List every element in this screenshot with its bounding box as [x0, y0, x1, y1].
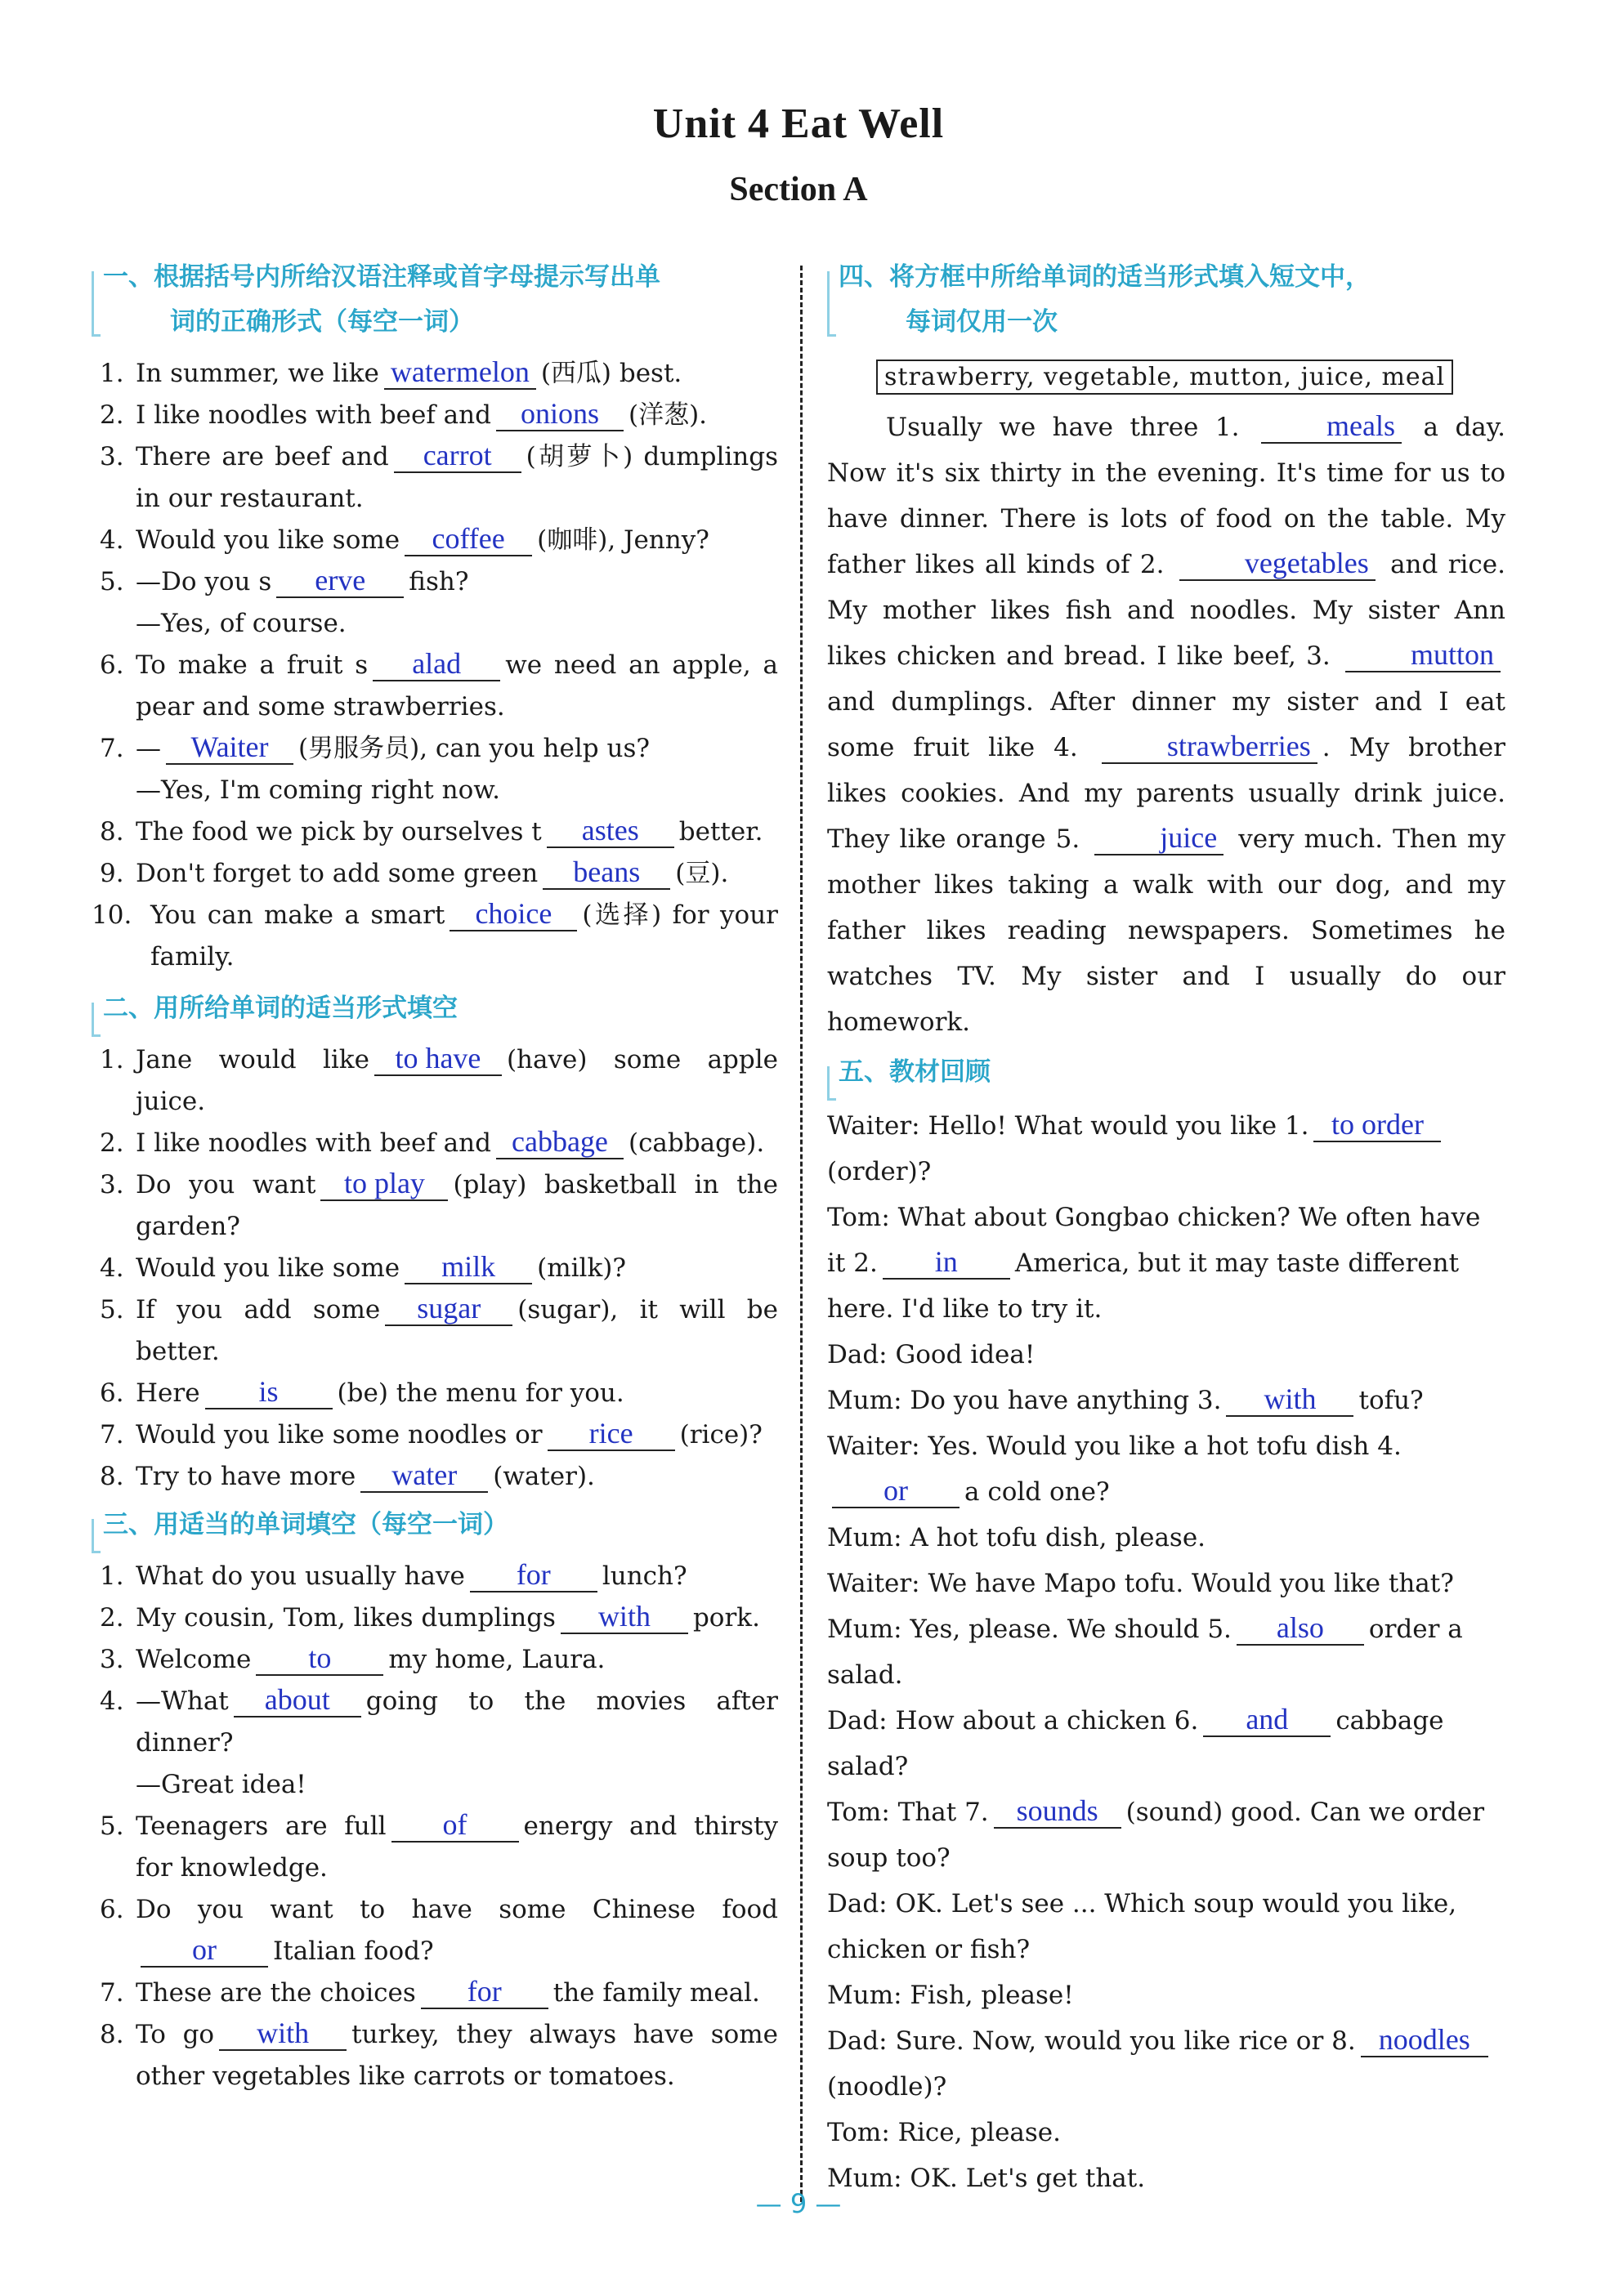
- question-text: Here: [136, 1378, 200, 1408]
- section-3-list: [92, 1556, 778, 2097]
- answer-blank[interactable]: sounds: [994, 1794, 1121, 1829]
- speaker-label: Waiter:: [827, 1569, 920, 1598]
- answer-blank[interactable]: also: [1237, 1611, 1364, 1646]
- question-text: (play) basketball in the garden?: [136, 1170, 778, 1241]
- dialogue-text: tofu?: [1358, 1386, 1424, 1415]
- dialogue-text: Yes, please. We should 5.: [910, 1615, 1232, 1644]
- section-4-heading: [827, 255, 1505, 345]
- question-item: [92, 811, 778, 853]
- answer-blank[interactable]: noodles: [1361, 2023, 1488, 2057]
- dialogue-line: [827, 1378, 1505, 1423]
- passage: [827, 404, 1505, 1045]
- dialogue-line: [827, 1103, 1505, 1195]
- answer-blank[interactable]: and: [1203, 1703, 1331, 1737]
- question-text: (选择) for your family.: [150, 900, 778, 972]
- question-text: (豆).: [675, 859, 729, 888]
- section-3-heading: 三、用适当的单词填空（每空一词）: [92, 1503, 778, 1548]
- question-text: Italian food?: [273, 1936, 434, 1966]
- dialogue-line: [827, 1195, 1505, 1332]
- answer-blank[interactable]: is: [205, 1375, 333, 1409]
- dialogue-text: Rice, please.: [897, 2118, 1062, 2147]
- question-reply: —Yes, of course.: [136, 609, 347, 638]
- question-text: (cabbage).: [628, 1128, 765, 1158]
- question-item: [92, 1123, 778, 1164]
- answer-blank[interactable]: coffee: [405, 522, 532, 556]
- question-text: going to the movies after dinner?: [136, 1686, 778, 1758]
- answer-blank[interactable]: to play: [320, 1167, 448, 1201]
- answer-blank[interactable]: juice: [1094, 821, 1223, 855]
- dialogue-line: [827, 2110, 1505, 2155]
- speaker-label: Mum:: [827, 1523, 902, 1552]
- section-1-heading-line1: 一、根据括号内所给汉语注释或首字母提示写出单: [103, 262, 660, 292]
- page-title: Unit 4 Eat Well: [652, 101, 945, 147]
- dialogue-text: Sure. Now, would you like rice or 8.: [895, 2026, 1356, 2056]
- answer-blank[interactable]: with: [1226, 1383, 1353, 1417]
- question-text: You can make a smart: [150, 900, 445, 930]
- question-number: 3.: [100, 442, 124, 471]
- dialogue-text: OK. Let's see ... Which soup would you like, chicken or fish?: [827, 1889, 1457, 1964]
- question-number: 8.: [100, 2020, 124, 2049]
- dialogue-text: A hot tofu dish, please.: [910, 1523, 1206, 1552]
- question-reply: —Great idea!: [136, 1770, 306, 1799]
- answer-blank[interactable]: with: [561, 1600, 688, 1634]
- right-column: [827, 253, 1505, 2201]
- question-number: 7.: [100, 1978, 124, 2008]
- answer-blank[interactable]: onions: [496, 397, 624, 431]
- section-4-heading-line2: 每词仅用一次: [906, 307, 1058, 337]
- question-text: (sugar), it will be better.: [136, 1295, 778, 1366]
- dialogue-line: [827, 1515, 1505, 1561]
- question-text: Try to have more: [136, 1462, 356, 1491]
- question-item: [92, 1806, 778, 1889]
- answer-blank[interactable]: with: [219, 2017, 347, 2051]
- left-column: [92, 253, 778, 2097]
- question-item: [92, 436, 778, 520]
- question-number: 7.: [100, 1420, 124, 1450]
- dialogue-line: [827, 1423, 1505, 1515]
- question-item: [92, 1556, 778, 1597]
- question-item: [92, 520, 778, 561]
- speaker-label: Tom:: [827, 1203, 890, 1232]
- answer-blank[interactable]: of: [391, 1808, 519, 1843]
- question-text: Welcome: [136, 1645, 252, 1674]
- section-subtitle: Section A: [729, 171, 868, 208]
- question-text: The food we pick by ourselves t: [136, 817, 542, 846]
- answer-blank[interactable]: watermelon: [384, 355, 536, 390]
- section-1-list: [92, 353, 778, 978]
- question-item: [92, 2014, 778, 2097]
- question-text: better.: [678, 817, 763, 846]
- question-item: [92, 1597, 778, 1639]
- question-text: lunch?: [602, 1561, 687, 1591]
- question-text: In summer, we like: [136, 359, 379, 388]
- answer-blank[interactable]: mutton: [1345, 638, 1501, 672]
- question-text: (be) the menu for you.: [337, 1378, 624, 1408]
- dialogue: [827, 1103, 1505, 2201]
- question-text: —: [136, 734, 161, 763]
- speaker-label: Dad:: [827, 1340, 888, 1369]
- question-item: [92, 1639, 778, 1681]
- dialogue-text: That 7.: [897, 1798, 989, 1827]
- speaker-label: Dad:: [827, 1889, 888, 1919]
- question-text: To go: [136, 2020, 215, 2049]
- speaker-label: Dad:: [827, 2026, 888, 2056]
- answer-blank[interactable]: for: [470, 1558, 597, 1592]
- question-text: (男服务员), can you help us?: [298, 734, 650, 763]
- question-item: [92, 353, 778, 395]
- speaker-label: Mum:: [827, 1386, 902, 1415]
- answer-blank[interactable]: or: [141, 1933, 268, 1968]
- answer-blank[interactable]: or: [832, 1474, 960, 1508]
- question-number: 9.: [100, 859, 124, 888]
- section-5-heading: 五、教材回顾: [827, 1050, 1505, 1095]
- question-number: 1.: [100, 1045, 124, 1074]
- question-item: [92, 895, 778, 978]
- dialogue-text: America, but it may taste different here. I'd like to try it.: [827, 1249, 1460, 1324]
- answer-blank[interactable]: milk: [405, 1250, 532, 1284]
- answer-blank[interactable]: Waiter: [166, 730, 293, 765]
- passage-text: Usually we have three 1.: [886, 413, 1240, 442]
- question-number: 10.: [92, 900, 132, 930]
- question-text: —What: [136, 1686, 229, 1716]
- question-text: To make a fruit s: [136, 650, 369, 680]
- question-number: 1.: [100, 1561, 124, 1591]
- question-text: turkey, they always have some other vegetables like carrots or tomatoes.: [136, 2020, 779, 2091]
- speaker-label: Mum:: [827, 1981, 902, 2010]
- answer-blank[interactable]: rice: [548, 1417, 675, 1451]
- question-text: Jane would like: [136, 1045, 369, 1074]
- answer-blank[interactable]: erve: [276, 564, 404, 598]
- question-item: [92, 1289, 778, 1373]
- answer-blank[interactable]: for: [421, 1975, 548, 2009]
- question-text: What do you usually have: [136, 1561, 465, 1591]
- section-2-heading: 二、用所给单词的适当形式填空: [92, 986, 778, 1031]
- question-text: (胡萝卜) dumplings in our restaurant.: [136, 442, 778, 513]
- column-divider: [800, 266, 803, 2202]
- question-text: Do you want: [136, 1170, 316, 1199]
- passage-text: and dumplings. After dinner my sister and I eat some fruit like 4.: [827, 687, 1505, 762]
- question-number: 2.: [100, 400, 124, 430]
- answer-blank[interactable]: to: [256, 1642, 383, 1676]
- question-text: the family meal.: [552, 1978, 760, 2008]
- question-item: [92, 1039, 778, 1123]
- answer-blank[interactable]: in: [883, 1245, 1010, 1280]
- question-text: Would you like some: [136, 525, 400, 555]
- question-reply: —Yes, I'm coming right now.: [136, 775, 500, 805]
- dialogue-text: Hello! What would you like 1.: [928, 1111, 1309, 1141]
- question-text: (咖啡), Jenny?: [537, 525, 709, 555]
- question-number: 8.: [100, 1462, 124, 1491]
- question-text: These are the choices: [136, 1978, 416, 2008]
- question-item: [92, 1373, 778, 1414]
- question-text: (rice)?: [679, 1420, 763, 1450]
- question-number: 3.: [100, 1170, 124, 1199]
- question-number: 6.: [100, 650, 124, 680]
- section-1-heading-line2: 词的正确形式（每空一词）: [170, 307, 474, 337]
- dialogue-line: [827, 1698, 1505, 1789]
- question-text: If you add some: [136, 1295, 381, 1324]
- dialogue-text: How about a chicken 6.: [895, 1706, 1199, 1735]
- question-text: I like noodles with beef and: [136, 1128, 491, 1158]
- dialogue-text: (noodle)?: [827, 2072, 947, 2102]
- answer-blank[interactable]: carrot: [394, 439, 521, 473]
- answer-blank[interactable]: choice: [450, 897, 577, 931]
- passage-text: very much. Then my mother likes taking a walk with our dog, and my father likes reading newspapers. Sometimes he watches TV. My sister and I usually do our homework.: [827, 824, 1505, 1037]
- question-text: —Do you s: [136, 567, 272, 596]
- question-text: My cousin, Tom, likes dumplings: [136, 1603, 556, 1633]
- passage-text: a day. Now it's six thirty in the evening. It's time for us to have dinner. There is lots of food on the table. My father likes all kinds of 2.: [827, 413, 1506, 579]
- dialogue-line: [827, 1972, 1505, 2018]
- speaker-label: Waiter:: [827, 1111, 920, 1141]
- question-number: 6.: [100, 1895, 124, 1924]
- question-text: There are beef and: [136, 442, 389, 471]
- question-number: 5.: [100, 1295, 124, 1324]
- question-text: we need an apple, a pear and some strawberries.: [136, 650, 778, 721]
- question-item: [92, 561, 778, 645]
- answer-blank[interactable]: alad: [373, 647, 500, 681]
- passage-text: . My brother likes cookies. And my parents usually drink juice. They like orange 5.: [827, 733, 1505, 854]
- speaker-label: Tom:: [827, 1798, 890, 1827]
- answer-blank[interactable]: about: [234, 1683, 361, 1718]
- question-text: I like noodles with beef and: [136, 400, 491, 430]
- question-number: 2.: [100, 1603, 124, 1633]
- answer-blank[interactable]: cabbage: [496, 1125, 624, 1159]
- answer-blank[interactable]: sugar: [385, 1292, 512, 1326]
- speaker-label: Waiter:: [827, 1432, 920, 1461]
- section-2-list: [92, 1039, 778, 1498]
- dialogue-text: We have Mapo tofu. Would you like that?: [928, 1569, 1454, 1598]
- dialogue-text: a cold one?: [964, 1477, 1110, 1507]
- dialogue-text: Yes. Would you like a hot tofu dish 4.: [928, 1432, 1402, 1461]
- question-number: 2.: [100, 1128, 124, 1158]
- question-number: 1.: [100, 359, 124, 388]
- speaker-label: Tom:: [827, 2118, 890, 2147]
- question-text: Would you like some noodles or: [136, 1420, 543, 1450]
- answer-blank[interactable]: astes: [547, 814, 674, 848]
- question-number: 5.: [100, 567, 124, 596]
- dialogue-text: Good idea!: [895, 1340, 1036, 1369]
- question-text: Don't forget to add some green: [136, 859, 539, 888]
- question-text: (water).: [493, 1462, 595, 1491]
- question-text: (have) some apple juice.: [136, 1045, 779, 1116]
- question-text: Would you like some: [136, 1253, 400, 1283]
- question-item: [92, 1456, 778, 1498]
- dialogue-line: [827, 1561, 1505, 1606]
- dialogue-line: [827, 1789, 1505, 1881]
- question-item: [92, 1414, 778, 1456]
- dialogue-text: (sound) good. Can we order soup too?: [827, 1798, 1485, 1873]
- word-box: strawberry, vegetable, mutton, juice, meal: [876, 360, 1453, 395]
- question-item: [92, 395, 778, 436]
- answer-blank[interactable]: to order: [1313, 1108, 1441, 1142]
- question-text: my home, Laura.: [388, 1645, 606, 1674]
- dialogue-text: Do you have anything 3.: [910, 1386, 1222, 1415]
- answer-blank[interactable]: beans: [543, 855, 670, 890]
- answer-blank[interactable]: strawberries: [1102, 730, 1317, 764]
- dialogue-line: [827, 1881, 1505, 1972]
- question-text: Teenagers are full: [136, 1811, 387, 1841]
- question-number: 4.: [100, 1686, 124, 1716]
- question-number: 6.: [100, 1378, 124, 1408]
- question-number: 4.: [100, 1253, 124, 1283]
- dialogue-text: Fish, please!: [910, 1981, 1074, 2010]
- question-item: [92, 1164, 778, 1248]
- question-number: 3.: [100, 1645, 124, 1674]
- dialogue-text: order a salad.: [827, 1615, 1463, 1690]
- question-number: 5.: [100, 1811, 124, 1841]
- section-4-heading-line1: 四、将方框中所给单词的适当形式填入短文中，: [839, 262, 1371, 292]
- answer-blank[interactable]: meals: [1261, 409, 1402, 444]
- dialogue-line: [827, 1332, 1505, 1378]
- answer-blank[interactable]: water: [360, 1458, 488, 1493]
- passage-text: and rice. My mother likes fish and noodles. My sister Ann likes chicken and bread. I like beef, 3.: [827, 550, 1505, 671]
- question-text: (milk)?: [537, 1253, 626, 1283]
- question-text: pork.: [692, 1603, 760, 1633]
- section-1-heading: [92, 255, 778, 345]
- question-text: (洋葱).: [628, 400, 708, 430]
- speaker-label: Mum:: [827, 2164, 902, 2193]
- page-number: — 9 —: [755, 2188, 842, 2219]
- dialogue-line: [827, 2018, 1505, 2110]
- question-text: fish?: [409, 567, 469, 596]
- question-item: [92, 1889, 778, 1972]
- question-item: [92, 1972, 778, 2014]
- answer-blank[interactable]: to have: [374, 1042, 502, 1076]
- dialogue-text: cabbage salad?: [827, 1706, 1444, 1781]
- question-number: 7.: [100, 734, 124, 763]
- dialogue-line: [827, 1606, 1505, 1698]
- speaker-label: Dad:: [827, 1706, 888, 1735]
- answer-blank[interactable]: vegetables: [1179, 547, 1376, 581]
- question-number: 4.: [100, 525, 124, 555]
- question-item: [92, 1248, 778, 1289]
- question-text: Do you want to have some Chinese food: [136, 1895, 778, 1924]
- question-item: [92, 1681, 778, 1806]
- question-number: 8.: [100, 817, 124, 846]
- question-text: (西瓜) best.: [540, 359, 682, 388]
- question-text: energy and thirsty for knowledge.: [136, 1811, 779, 1883]
- question-item: [92, 853, 778, 895]
- question-item: [92, 728, 778, 811]
- dialogue-text: (order)?: [827, 1157, 932, 1186]
- question-item: [92, 645, 778, 728]
- speaker-label: Mum:: [827, 1615, 902, 1644]
- dialogue-text: What about Gongbao chicken? We often have it 2.: [827, 1203, 1481, 1278]
- dialogue-text: OK. Let's get that.: [910, 2164, 1146, 2193]
